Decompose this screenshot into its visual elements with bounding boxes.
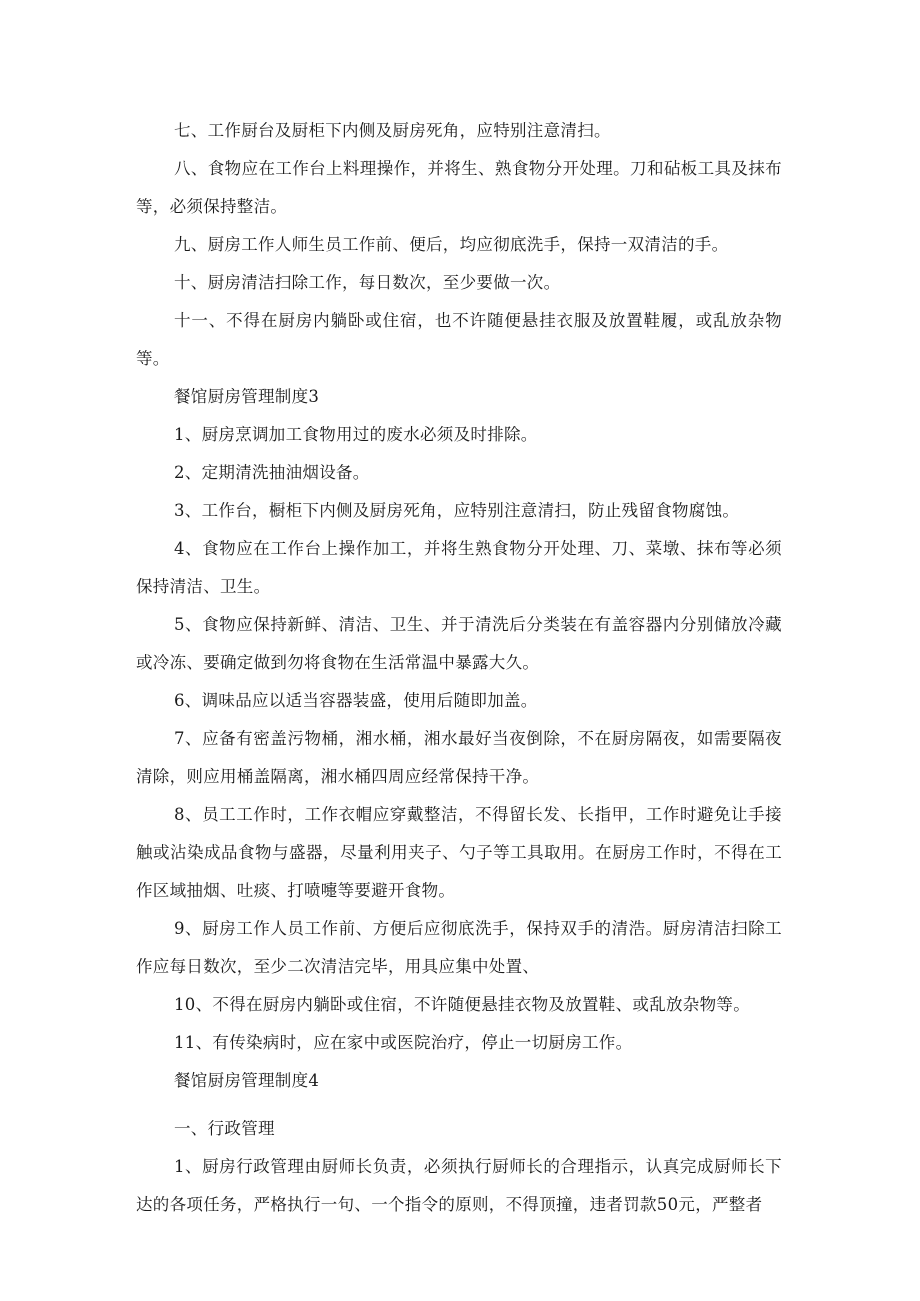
section-heading-3: 餐馆厨房管理制度3 <box>174 387 320 406</box>
subsection-heading-admin: 一、行政管理 <box>174 1119 275 1138</box>
rule-3-8: 8、员工工作时，工作衣帽应穿戴整洁，不得留长发、长指甲，工作时避免让手接触或沾染成品食物与盛器，尽量利用夹子、勺子等工具取用。在厨房工作时，不得在工作区域抽烟、吐痰、打喷嚏等要避开食物。 <box>136 805 782 900</box>
paragraph-9: 九、厨房工作人师生员工作前、便后，均应彻底洗手，保持一双清洁的手。 <box>174 235 729 254</box>
paragraph-11: 十一、不得在厨房内躺卧或住宿，也不许随便悬挂衣服及放置鞋履，或乱放杂物等。 <box>136 311 782 368</box>
paragraph-7: 七、工作厨台及厨柜下内侧及厨房死角，应特别注意清扫。 <box>174 121 611 140</box>
rule-3-10: 10、不得在厨房内躺卧或住宿，不许随便悬挂衣物及放置鞋、或乱放杂物等。 <box>174 995 750 1014</box>
section-heading-4: 餐馆厨房管理制度4 <box>174 1071 320 1090</box>
rule-3-4: 4、食物应在工作台上操作加工，并将生熟食物分开处理、刀、菜墩、抹布等必须保持清洁、卫生。 <box>136 539 782 596</box>
rule-4-1: 1、厨房行政管理由厨师长负责，必须执行厨师长的合理指示，认真完成厨师长下达的各项任务，严格执行一句、一个指令的原则，不得顶撞，违者罚款50元，严整者 <box>136 1157 782 1214</box>
paragraph-10: 十、厨房清洁扫除工作，每日数次，至少要做一次。 <box>174 273 561 292</box>
paragraph-8: 八、食物应在工作台上料理操作，并将生、熟食物分开处理。刀和砧板工具及抹布等，必须保持整洁。 <box>136 159 782 216</box>
document-body <box>136 112 782 1224</box>
rule-3-5: 5、食物应保持新鲜、清洁、卫生、并于清洗后分类装在有盖容器内分别储放冷藏或冷冻、要确定做到勿将食物在生活常温中暴露大久。 <box>136 615 782 672</box>
rule-3-7: 7、应备有密盖污物桶，湘水桶，湘水最好当夜倒除，不在厨房隔夜，如需要隔夜清除，则应用桶盖隔离，湘水桶四周应经常保持干净。 <box>136 729 782 786</box>
rule-3-6: 6、调味品应以适当容器装盛，使用后随即加盖。 <box>174 691 538 710</box>
rule-3-11: 11、有传染病时，应在家中或医院治疗，停止一切厨房工作。 <box>174 1033 633 1052</box>
rule-3-3: 3、工作台，橱柜下内侧及厨房死角，应特别注意清扫，防止残留食物腐蚀。 <box>174 501 740 520</box>
rule-3-2: 2、定期清洗抽油烟设备。 <box>174 463 370 482</box>
rule-3-9: 9、厨房工作人员工作前、方便后应彻底洗手，保持双手的清浩。厨房清洁扫除工作应每日数次，至少二次清洁完毕，用具应集中处置、 <box>136 919 782 976</box>
rule-3-1: 1、厨房烹调加工食物用过的废水必须及时排除。 <box>174 425 538 444</box>
